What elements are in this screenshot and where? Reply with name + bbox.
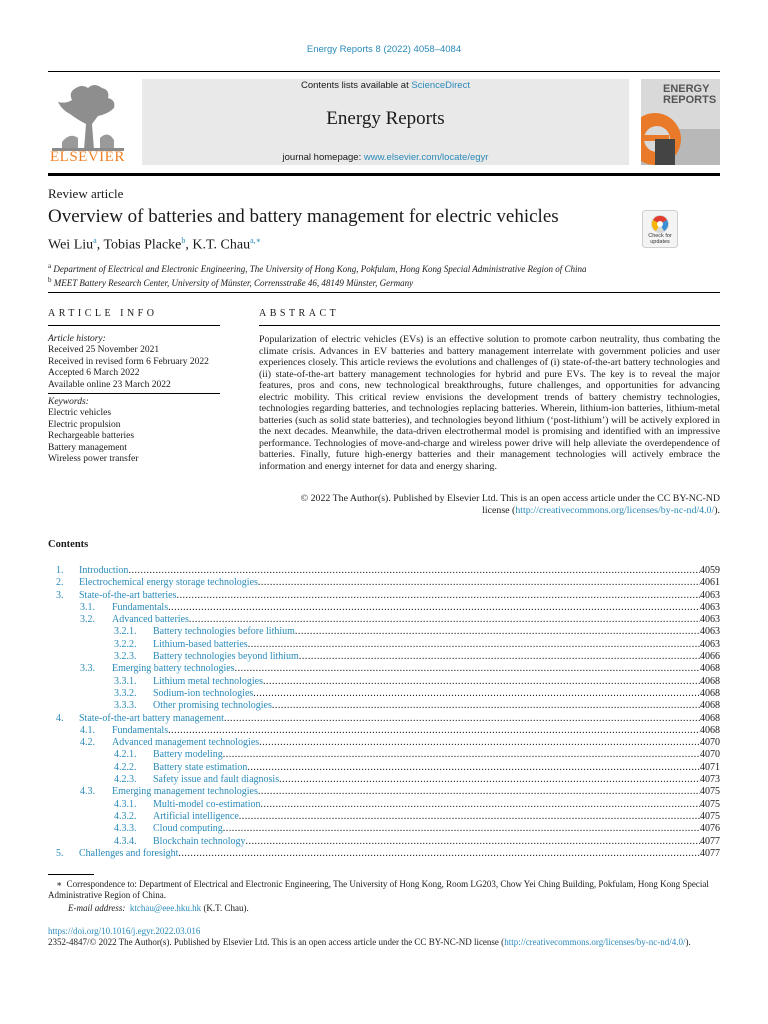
toc-entry-number: 3.3. xyxy=(80,663,95,675)
toc-entry[interactable] xyxy=(48,762,720,774)
toc-entry-number: 4.1. xyxy=(80,724,95,736)
email-link[interactable]: ktchau@eee.hku.hk xyxy=(129,903,202,913)
author-list: Wei Liu$^a$, Tobias Placke$^b$, K.T. Chau$^{a,∗}$ xyxy=(48,236,262,253)
toc-entry-title[interactable]: State-of-the-art battery management xyxy=(79,712,224,724)
toc-entry-title[interactable]: Battery state estimation xyxy=(153,761,248,773)
email-suffix: (K.T. Chau). xyxy=(203,903,249,913)
toc-entry-number: 4.3.2. xyxy=(114,810,137,822)
email-line xyxy=(48,903,249,913)
keyword: Wireless power transfer xyxy=(48,454,139,465)
toc-entry-page: 4068 xyxy=(700,700,720,712)
cover-title-line1: ENERGY xyxy=(663,83,710,95)
toc-entry[interactable] xyxy=(48,749,720,761)
keyword: Electric vehicles xyxy=(48,408,112,419)
toc-entry-page: 4068 xyxy=(700,663,720,675)
toc-dot-leader xyxy=(247,762,700,774)
toc-dot-leader xyxy=(259,737,700,749)
homepage-link[interactable]: www.elsevier.com/locate/egyr xyxy=(363,152,489,163)
toc-entry[interactable] xyxy=(48,663,720,675)
toc-dot-leader xyxy=(168,725,700,737)
publisher-name: ELSEVIER xyxy=(50,149,125,165)
license-line-link[interactable]: http://creativecommons.org/licenses/by-nc-nd/4.0/ xyxy=(504,937,686,947)
toc-entry-page: 4063 xyxy=(700,626,720,638)
toc-entry-title[interactable]: Lithium metal technologies xyxy=(153,675,263,687)
toc-dot-leader xyxy=(239,811,700,823)
footnote-text: Correspondence to: Department of Electrical and Electronic Engineering, The University of Hong Kong, Room LG203, Chow Yei Ching Building, Pokfulam, Hong Kong Special Administrative Region of China. xyxy=(48,879,709,901)
header-divider xyxy=(48,71,720,72)
keyword: Battery management xyxy=(48,442,127,453)
affiliation-mark: a xyxy=(48,262,52,270)
toc-dot-leader xyxy=(253,688,700,700)
cover-title-line2: REPORTS xyxy=(663,94,717,106)
toc-entry-page: 4068 xyxy=(700,675,720,687)
toc-dot-leader xyxy=(178,848,700,860)
contents-heading: Contents xyxy=(48,539,89,550)
toc-entry-title[interactable]: Other promising technologies xyxy=(153,700,272,712)
history-entry: Received in revised form 6 February 2022 xyxy=(48,356,209,367)
toc-entry-number: 3.3.1. xyxy=(114,675,137,687)
toc-entry-number: 3. xyxy=(56,589,64,601)
abstract-heading: ABSTRACT xyxy=(259,308,340,319)
toc-dot-leader xyxy=(258,577,700,589)
keywords-label: Keywords: xyxy=(48,397,89,407)
license-suffix: ). xyxy=(714,504,720,516)
toc-dot-leader xyxy=(299,651,700,663)
toc-entry[interactable] xyxy=(48,590,720,602)
table-of-contents xyxy=(48,565,720,860)
contents-availability xyxy=(142,80,629,91)
toc-entry-title[interactable]: Lithium-based batteries xyxy=(153,638,248,650)
doi-link[interactable]: https://doi.org/10.1016/j.egyr.2022.03.016 xyxy=(48,926,201,936)
history-entry: Accepted 6 March 2022 xyxy=(48,368,140,379)
toc-entry-number: 3.2.3. xyxy=(114,651,137,663)
toc-entry-page: 4075 xyxy=(700,810,720,822)
toc-entry-page: 4073 xyxy=(700,774,720,786)
toc-dot-leader xyxy=(248,639,700,651)
toc-entry-number: 4. xyxy=(56,712,64,724)
toc-entry-title[interactable]: Advanced management technologies xyxy=(112,737,260,749)
toc-entry-title[interactable]: Safety issue and fault diagnosis xyxy=(153,774,280,786)
toc-entry-page: 4059 xyxy=(700,565,720,576)
toc-entry-number: 3.2.1. xyxy=(114,626,137,638)
toc-entry-title[interactable]: Fundamentals xyxy=(112,724,169,736)
correspondence-footnote xyxy=(48,879,720,902)
toc-entry-number: 3.1. xyxy=(80,601,95,613)
toc-entry-number: 4.3. xyxy=(80,786,95,798)
toc-entry[interactable] xyxy=(48,651,720,663)
toc-entry-number: 4.2. xyxy=(80,737,95,749)
toc-entry-title[interactable]: Emerging management technologies xyxy=(112,786,258,798)
footnote-divider xyxy=(48,874,94,875)
toc-entry-title[interactable]: Emerging battery technologies xyxy=(112,663,235,675)
toc-entry-page: 4077 xyxy=(700,835,720,847)
toc-entry-number: 3.2.2. xyxy=(114,638,137,650)
affiliation-line xyxy=(48,275,587,289)
affiliations xyxy=(48,261,587,289)
article-title: Overview of batteries and battery management for electric vehicles xyxy=(48,206,559,227)
keywords xyxy=(48,397,220,465)
author-name[interactable]: Wei Liu xyxy=(48,237,94,253)
toc-entry-page: 4070 xyxy=(700,749,720,761)
toc-entry-page: 4066 xyxy=(700,651,720,663)
footnote-marker: ∗ xyxy=(56,879,63,889)
toc-entry-page: 4063 xyxy=(700,601,720,613)
license-prefix: license ( xyxy=(482,504,516,516)
toc-dot-leader xyxy=(176,590,700,602)
keyword: Electric propulsion xyxy=(48,419,121,430)
toc-entry[interactable] xyxy=(48,713,720,725)
toc-entry[interactable] xyxy=(48,848,720,860)
toc-entry-number: 4.3.4. xyxy=(114,835,137,847)
toc-entry-number: 5. xyxy=(56,847,64,859)
toc-entry-page: 4077 xyxy=(700,847,720,859)
toc-dot-leader xyxy=(279,774,700,786)
keyword: Rechargeable batteries xyxy=(48,431,135,442)
toc-entry-page: 4063 xyxy=(700,638,720,650)
author-affiliation-mark[interactable]: a xyxy=(93,236,97,245)
toc-dot-leader xyxy=(245,836,700,848)
toc-entry[interactable] xyxy=(48,737,720,749)
toc-dot-leader xyxy=(258,786,700,798)
check-for-updates-button[interactable] xyxy=(642,210,678,248)
author-affiliation-mark[interactable]: b xyxy=(181,236,186,245)
toc-entry[interactable] xyxy=(48,700,720,712)
toc-entry-number: 3.2. xyxy=(80,614,95,626)
author-name[interactable]: Tobias Placke xyxy=(103,237,182,253)
toc-entry-title[interactable]: Cloud computing xyxy=(153,823,223,835)
toc-entry-number: 4.2.3. xyxy=(114,774,137,786)
toc-dot-leader xyxy=(189,614,700,626)
article-info-divider xyxy=(48,325,220,326)
toc-entry[interactable] xyxy=(48,836,720,848)
copyright-statement: © 2022 The Author(s). Published by Elsevier Ltd. This is an open access article under the CC BY-NC-ND xyxy=(300,493,720,504)
crossmark-label: Check for updates xyxy=(648,233,672,245)
toc-entry[interactable] xyxy=(48,639,720,651)
toc-dot-leader xyxy=(223,749,700,761)
sciencedirect-link[interactable]: ScienceDirect xyxy=(411,80,470,91)
elsevier-logo[interactable] xyxy=(48,80,128,164)
toc-entry-page: 4071 xyxy=(700,761,720,773)
toc-entry-page: 4068 xyxy=(700,712,720,724)
toc-entry[interactable] xyxy=(48,799,720,811)
toc-entry-page: 4076 xyxy=(700,823,720,835)
toc-dot-leader xyxy=(272,700,700,712)
toc-entry-number: 4.3.3. xyxy=(114,823,137,835)
toc-entry-title[interactable]: Fundamentals xyxy=(112,601,169,613)
toc-entry-title[interactable]: Advanced batteries xyxy=(112,614,189,626)
toc-dot-leader xyxy=(295,626,700,638)
header-thick-divider xyxy=(48,173,720,176)
toc-entry-title[interactable]: Challenges and foresight xyxy=(79,847,179,859)
toc-entry-title[interactable]: Multi-model co-estimation xyxy=(153,798,261,810)
toc-entry-page: 4063 xyxy=(700,614,720,626)
abstract-body: Popularization of electric vehicles (EVs) is an effective solution to promote carbon neutrality, thus combating the climate crisis. Advances in EV batteries and battery management interrelate with government policies and user experiences closely. This article reviews the evolutions and challenges of (i) state-of-the-art battery technologies and (ii) state-of-the-art battery management technologies for hybrid and pure EVs. The key is to reveal the major features, pros and cons, new technological breakthroughs, future challenges, and opportunities for advancing electric mobility. This critical review envisions the development trends of battery chemistry technologies, technologies regarding batteries, and technologies replacing batteries. Wherein, lithium-ion batteries, lithium-metal batteries (such as solid state batteries), and technologies beyond lithium (‘post-lithium’) will be actively explored in the next decades. Meanwhile, the data-driven electrothermal model is promising and identified with an impressive performance. Technologies of move-and-charge and wireless power drive will help alleviate the overdependence of batteries. Finally, future high-energy batteries and their management technologies will actively embrace the information and energy internet for data and energy sharing. xyxy=(259,334,720,472)
journal-homepage xyxy=(142,152,629,163)
license-line-prefix: 2352-4847/© 2022 The Author(s). Published by Elsevier Ltd. This is an open access article under the CC BY-NC-ND license ( xyxy=(48,937,505,947)
affiliation-text: Department of Electrical and Electronic Engineering, The University of Hong Kong, Pokfulam, Hong Kong Special Administrative Region of China xyxy=(53,264,587,274)
toc-entry-number: 4.2.2. xyxy=(114,761,137,773)
journal-reference[interactable]: Energy Reports 8 (2022) 4058–4084 xyxy=(306,44,462,55)
toc-dot-leader xyxy=(223,823,700,835)
toc-entry[interactable] xyxy=(48,577,720,589)
toc-entry-page: 4075 xyxy=(700,798,720,810)
toc-entry[interactable] xyxy=(48,774,720,786)
article-info-heading: ARTICLE INFO xyxy=(48,308,158,319)
affiliation-text: MEET Battery Research Center, University of Münster, Corrensstraße 46, 48149 Münster, Germany xyxy=(53,278,414,288)
license-line xyxy=(48,937,720,948)
toc-entry[interactable] xyxy=(48,626,720,638)
toc-entry-number: 4.2.1. xyxy=(114,749,137,761)
toc-dot-leader xyxy=(263,676,700,688)
toc-entry-title[interactable]: Artificial intelligence xyxy=(153,810,239,822)
author-name[interactable]: K.T. Chau xyxy=(192,237,251,253)
toc-entry-number: 1. xyxy=(56,565,64,576)
license-statement xyxy=(259,505,720,517)
toc-entry-title[interactable]: Electrochemical energy storage technologies xyxy=(79,577,258,589)
toc-entry-page: 4061 xyxy=(700,577,720,589)
toc-entry-number: 2. xyxy=(56,577,64,589)
toc-entry-number: 4.3.1. xyxy=(114,798,137,810)
toc-entry[interactable] xyxy=(48,811,720,823)
toc-entry[interactable] xyxy=(48,614,720,626)
toc-entry[interactable] xyxy=(48,725,720,737)
toc-entry[interactable] xyxy=(48,786,720,798)
toc-entry-title[interactable]: Blockchain technology xyxy=(153,835,246,847)
license-link[interactable]: http://creativecommons.org/licenses/by-nc-nd/4.0/ xyxy=(515,504,715,516)
affiliation-line xyxy=(48,261,587,275)
toc-entry[interactable] xyxy=(48,602,720,614)
author-affiliation-mark[interactable]: a,∗ xyxy=(250,236,262,245)
toc-entry-title[interactable]: Battery technologies before lithium xyxy=(153,626,295,638)
article-history xyxy=(48,334,220,391)
toc-entry-title[interactable]: State-of-the-art batteries xyxy=(79,589,177,601)
homepage-prefix: journal homepage: xyxy=(282,152,364,163)
toc-entry-page: 4068 xyxy=(700,724,720,736)
history-entry: Received 25 November 2021 xyxy=(48,345,160,356)
toc-entry[interactable] xyxy=(48,823,720,835)
history-label: Article history: xyxy=(48,334,106,344)
journal-cover[interactable] xyxy=(641,79,720,165)
history-entry: Available online 23 March 2022 xyxy=(48,379,171,390)
email-label: E-mail address: xyxy=(68,903,126,913)
toc-entry[interactable] xyxy=(48,688,720,700)
affiliation-mark: b xyxy=(48,276,52,284)
toc-entry-number: 3.3.3. xyxy=(114,700,137,712)
toc-dot-leader xyxy=(235,663,700,675)
toc-entry-page: 4063 xyxy=(700,589,720,601)
toc-entry-number: 3.3.2. xyxy=(114,687,137,699)
section-divider xyxy=(48,292,720,293)
toc-entry-page: 4068 xyxy=(700,687,720,699)
toc-entry[interactable] xyxy=(48,676,720,688)
abstract-copyright xyxy=(259,493,720,516)
contents-prefix: Contents lists available at xyxy=(301,80,412,91)
toc-entry-page: 4075 xyxy=(700,786,720,798)
toc-entry-title[interactable]: Battery modeling xyxy=(153,749,223,761)
toc-dot-leader xyxy=(224,713,700,725)
toc-entry[interactable] xyxy=(48,565,720,577)
toc-dot-leader xyxy=(128,565,700,577)
abstract-divider xyxy=(259,325,720,326)
toc-entry-title[interactable]: Sodium-ion technologies xyxy=(153,687,254,699)
toc-dot-leader xyxy=(260,799,700,811)
toc-dot-leader xyxy=(168,602,700,614)
toc-entry-title[interactable]: Battery technologies beyond lithium xyxy=(153,651,299,663)
toc-entry-page: 4070 xyxy=(700,737,720,749)
journal-title: Energy Reports xyxy=(326,108,445,129)
article-type: Review article xyxy=(48,186,124,201)
license-line-suffix: ). xyxy=(685,937,691,947)
toc-entry-title[interactable]: Introduction xyxy=(79,565,129,576)
keywords-divider xyxy=(48,393,220,394)
